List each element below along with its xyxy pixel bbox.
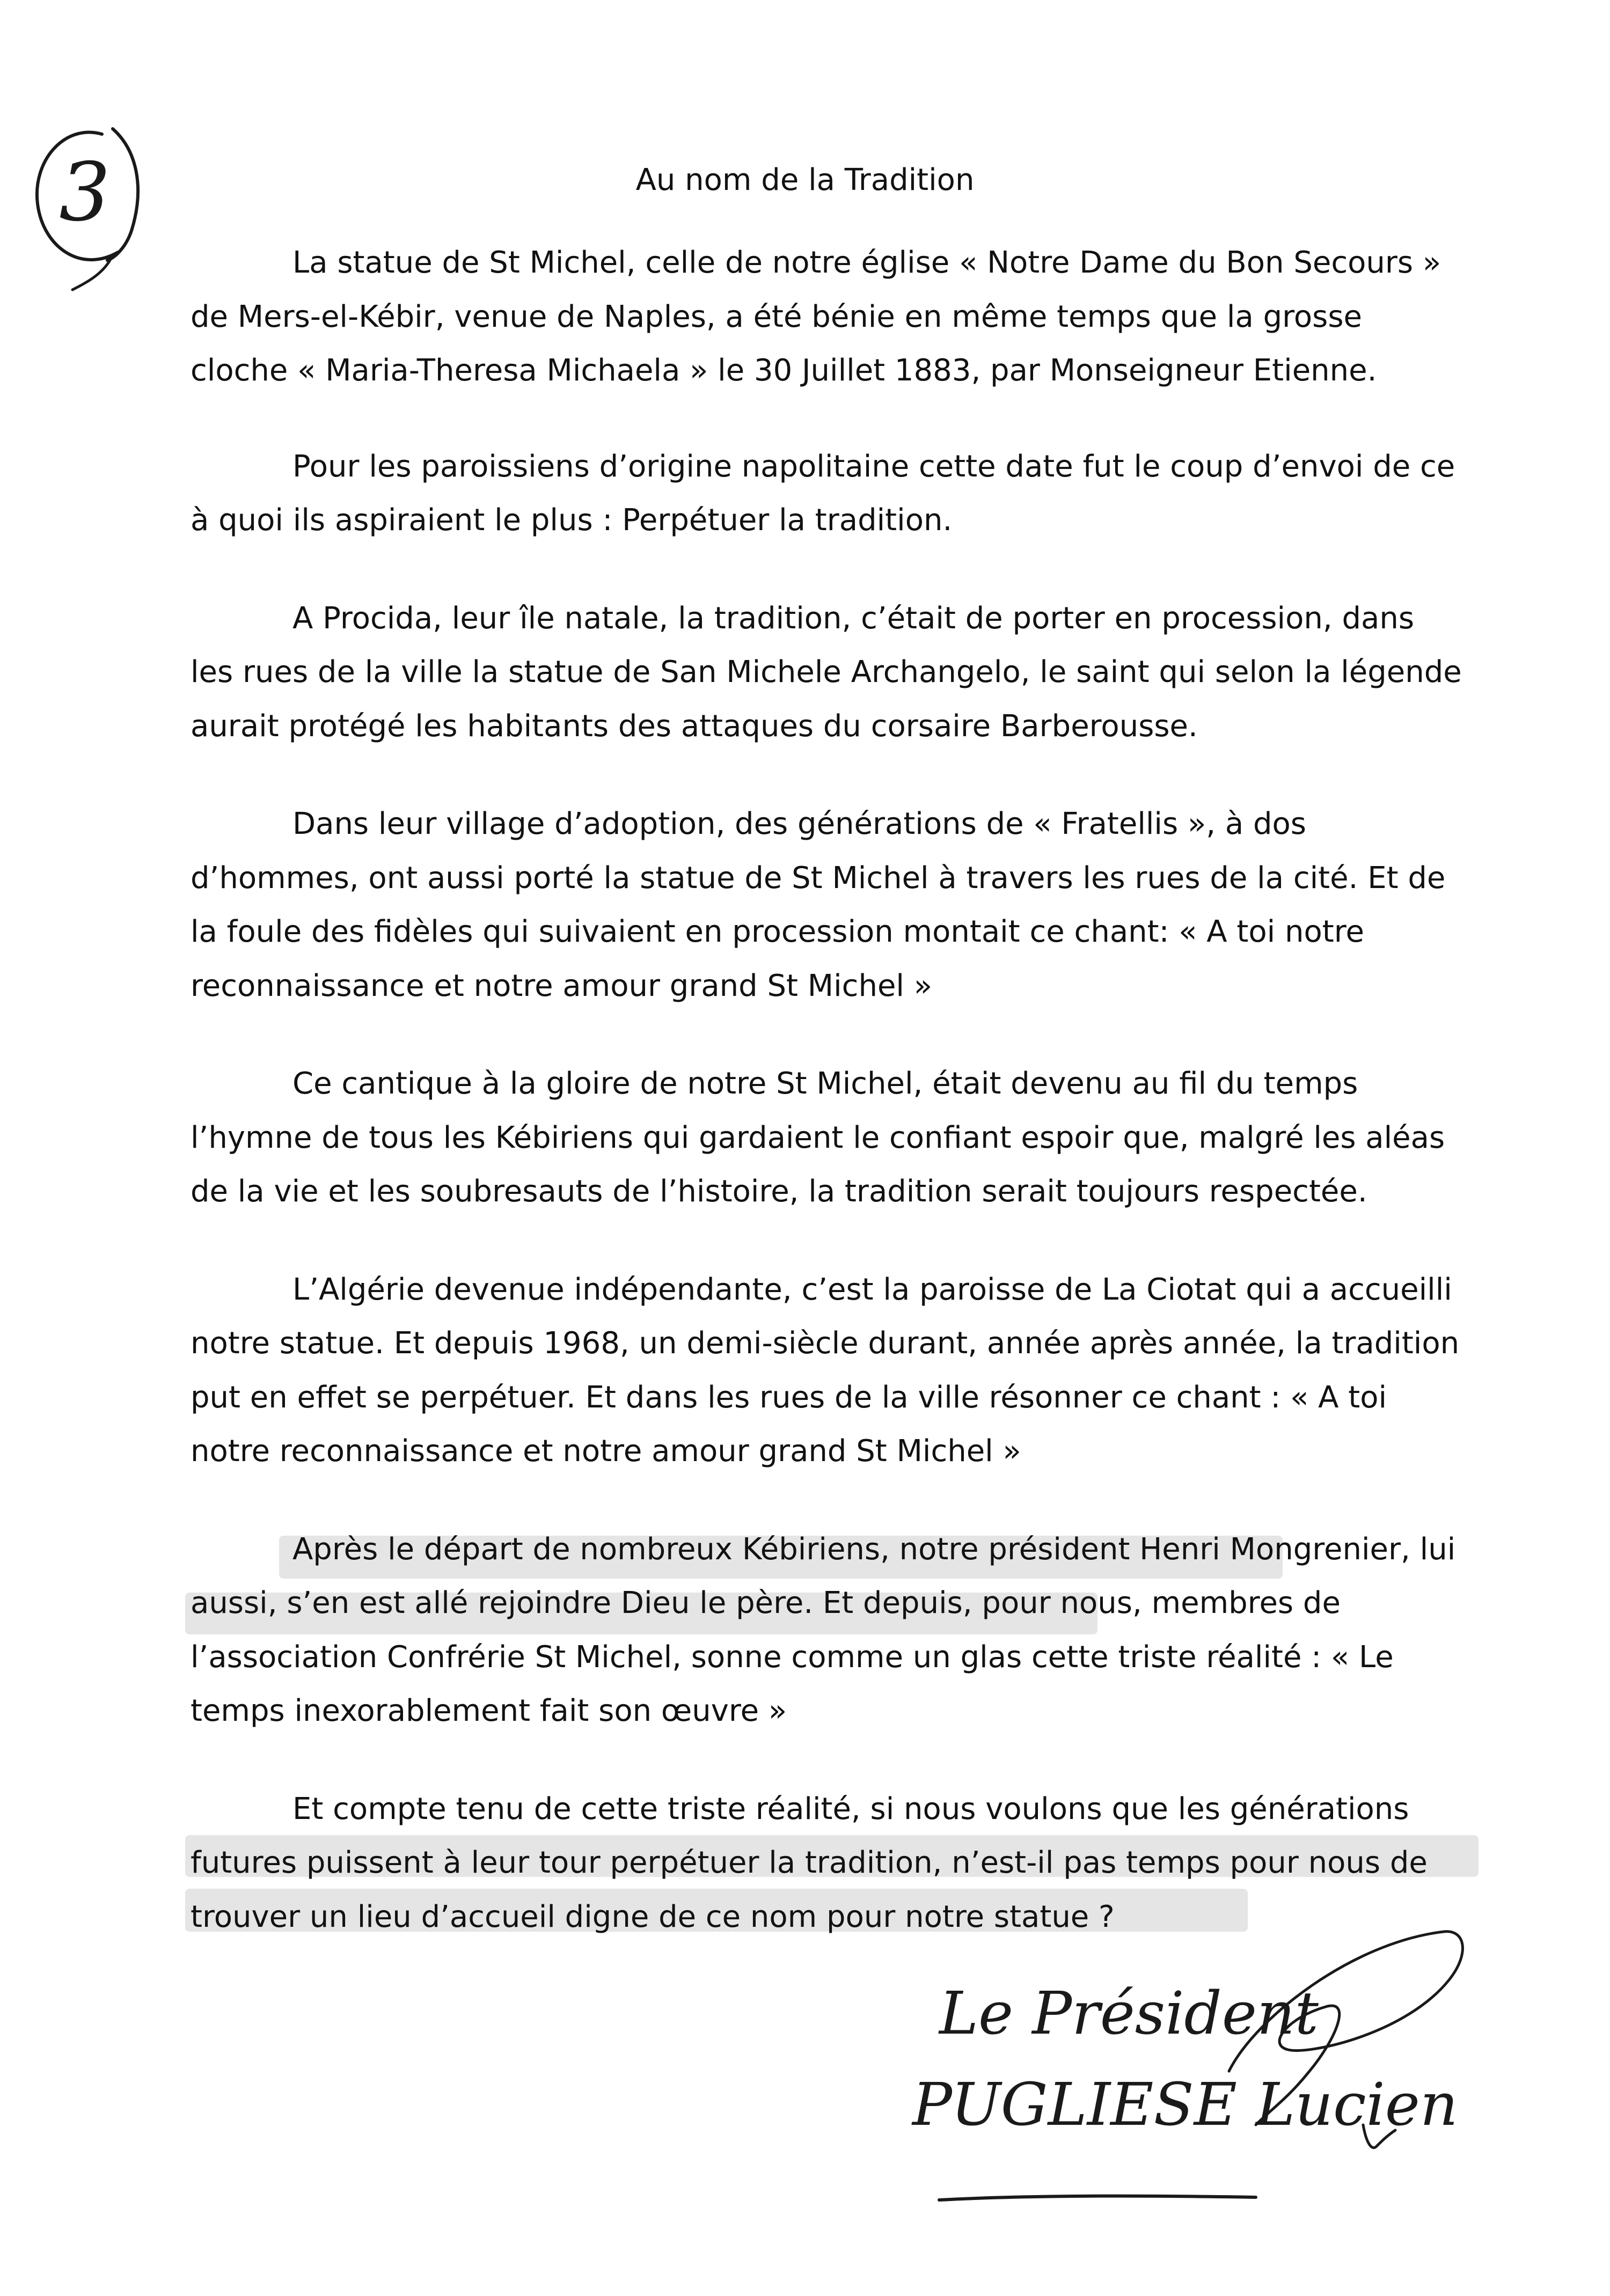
paragraph: La statue de St Michel, celle de notre église « Notre Dame du Bon Secours » de Mers-el-Kébir, venue de Naples, a été bénie en même temps que la grosse cloche « Maria-Theresa Michaela » le 30 Juillet 1883, par Monseigneur Etienne.: [191, 245, 1441, 388]
paragraph: Après le départ de nombreux Kébiriens, notre président Henri Mongrenier, lui aussi, s’en est allé rejoindre Dieu le père. Et depuis, pour nous, membres de l’association Confrérie St Michel, sonne comme un glas cette triste réalité : « Le temps inexorablement fait son œuvre »: [191, 1531, 1456, 1728]
signature-title: Le Président: [939, 1979, 1319, 2048]
page-number-text: 3: [59, 146, 111, 239]
paragraph: Ce cantique à la gloire de notre St Michel, était devenu au fil du temps l’hymne de tous les Kébiriens qui gardaient le confiant espoir que, malgré les aléas de la vie et les soubresauts de l’histoire, la tradition serait toujours respectée.: [191, 1066, 1445, 1209]
document-title: Au nom de la Tradition: [635, 163, 975, 197]
signature-name: PUGLIESE Lucien: [912, 2070, 1458, 2139]
document-body: [191, 236, 1462, 1988]
paragraph: Et compte tenu de cette triste réalité, si nous voulons que les générations futures puissent à leur tour perpétuer la tradition, n’est-il pas temps pour nous de trouver un lieu d’accueil digne de ce nom pour notre statue ?: [191, 1791, 1428, 1934]
paragraph: Dans leur village d’adoption, des générations de « Fratellis », à dos d’hommes, ont aussi porté la statue de St Michel à travers les rues de la cité. Et de la foule des fidèles qui suivaient en procession montait ce chant: « A toi notre reconnaissance et notre amour grand St Michel »: [191, 806, 1446, 1003]
paragraph: L’Algérie devenue indépendante, c’est la paroisse de La Ciotat qui a accueilli notre statue. Et depuis 1968, un demi-siècle durant, année après année, la tradition put en effet se perpétuer. Et dans les rues de la ville résonner ce chant : « A toi notre reconnaissance et notre amour grand St Michel »: [191, 1272, 1460, 1469]
signature-block: [880, 1910, 1481, 2243]
signature-underline: [939, 2196, 1256, 2200]
paragraph: A Procida, leur île natale, la tradition, c’était de porter en procession, dans les rues de la ville la statue de San Michele Archangelo, le saint qui selon la légende aurait protégé les habitants des attaques du corsaire Barberousse.: [191, 600, 1462, 744]
paragraph: Pour les paroissiens d’origine napolitaine cette date fut le coup d’envoi de ce à quoi ils aspiraient le plus : Perpétuer la tradition.: [191, 449, 1455, 538]
